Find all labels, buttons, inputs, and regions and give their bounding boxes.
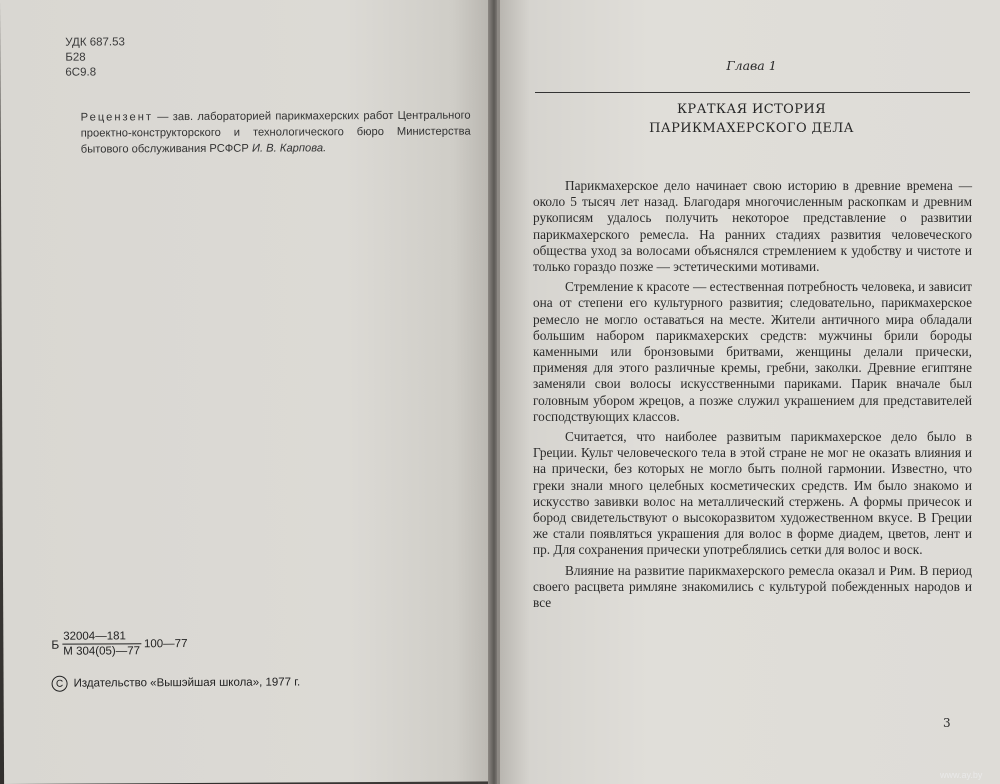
body-text xyxy=(533,178,972,615)
chapter-title xyxy=(500,100,1000,138)
reviewer-label: Рецензент xyxy=(80,111,154,124)
udk-line: 6С9.8 xyxy=(65,66,97,79)
paragraph: Парикмахерское дело начинает свою историю в древние времена — около 5 тысяч лет назад. Благодаря многочисленным раскопкам и древним рукописям удалось получить некоторое представление о развитии парикмахерского ремесла. На ранних стадиях развития человеческого общества уход за волосами объяснялся стремлением к удобству и чистоте и только гораздо позже — эстетическими мотивами. xyxy=(533,178,972,275)
heading-rule xyxy=(535,92,970,93)
bbk-numerator: 32004—181 xyxy=(62,629,141,644)
bbk-index xyxy=(51,629,187,659)
bbk-tail: 100—77 xyxy=(143,637,188,650)
watermark: www.ay.by xyxy=(940,770,983,780)
copyright-line xyxy=(52,674,301,691)
bbk-denominator: М 304(05)—77 xyxy=(63,645,141,658)
left-page xyxy=(0,0,496,784)
udk-block xyxy=(65,35,125,80)
reviewer-note xyxy=(81,108,471,158)
bbk-fraction xyxy=(62,629,141,658)
paragraph: Влияние на развитие парикмахерского ремесла оказал и Рим. В период своего расцвета римляне знакомились с культурой побежденных народов и все xyxy=(533,562,972,611)
reviewer-text: — зав. лабораторией парикмахерских работ Центрального проектно-конструкторского и технологического бюро Министерства бытового обслуживания РСФСР xyxy=(80,109,471,156)
right-page xyxy=(497,0,1000,784)
chapter-title-line: ПАРИКМАХЕРСКОГО ДЕЛА xyxy=(649,121,854,136)
bbk-letter: Б xyxy=(51,637,60,652)
copyright-text: Издательство «Вышэйшая школа», 1977 г. xyxy=(73,676,301,690)
chapter-title-line: КРАТКАЯ ИСТОРИЯ xyxy=(676,102,827,117)
udk-line: УДК 687.53 xyxy=(65,36,125,49)
chapter-heading: Глава 1 xyxy=(726,58,777,73)
paragraph: Стремление к красоте — естественная потребность человека, и зависит она от степени его культурного развития; следовательно, парикмахерское ремесло не могло оставаться на месте. Жители античного мира обладали большим набором парикмахерских средств: мужчины брили бороды каменными или бронзовыми бритвами, женщины делали прически, применяя для этого различные кремы, гребни, заколки. Древние египтяне заменяли свои волосы искусственными париками. Парик вначале был головным убором жрецов, а позже служил украшением для представителей господствующих классов. xyxy=(533,279,972,424)
page-number: 3 xyxy=(943,716,951,730)
reviewer-name: И. В. Карпова. xyxy=(251,142,327,155)
paragraph: Считается, что наиболее развитым парикмахерское дело было в Греции. Культ человеческого тела в этой стране не мог не оказать влияния и на прически, без которых не могло быть полной гармонии. Известно, что греки знали много целебных косметических средств. Им было знакомо и искусство завивки волос на металлический стержень. А формы причесок и бород свидетельствуют о высокоразвитом художественном вкусе. В Греции же стали появляться украшения для волос в форме диадем, цветов, лент и пр. Для сохранения прически употреблялись сетки для волос и воск. xyxy=(533,429,972,558)
copyright-icon: C xyxy=(52,676,68,692)
udk-line: Б28 xyxy=(65,51,86,64)
